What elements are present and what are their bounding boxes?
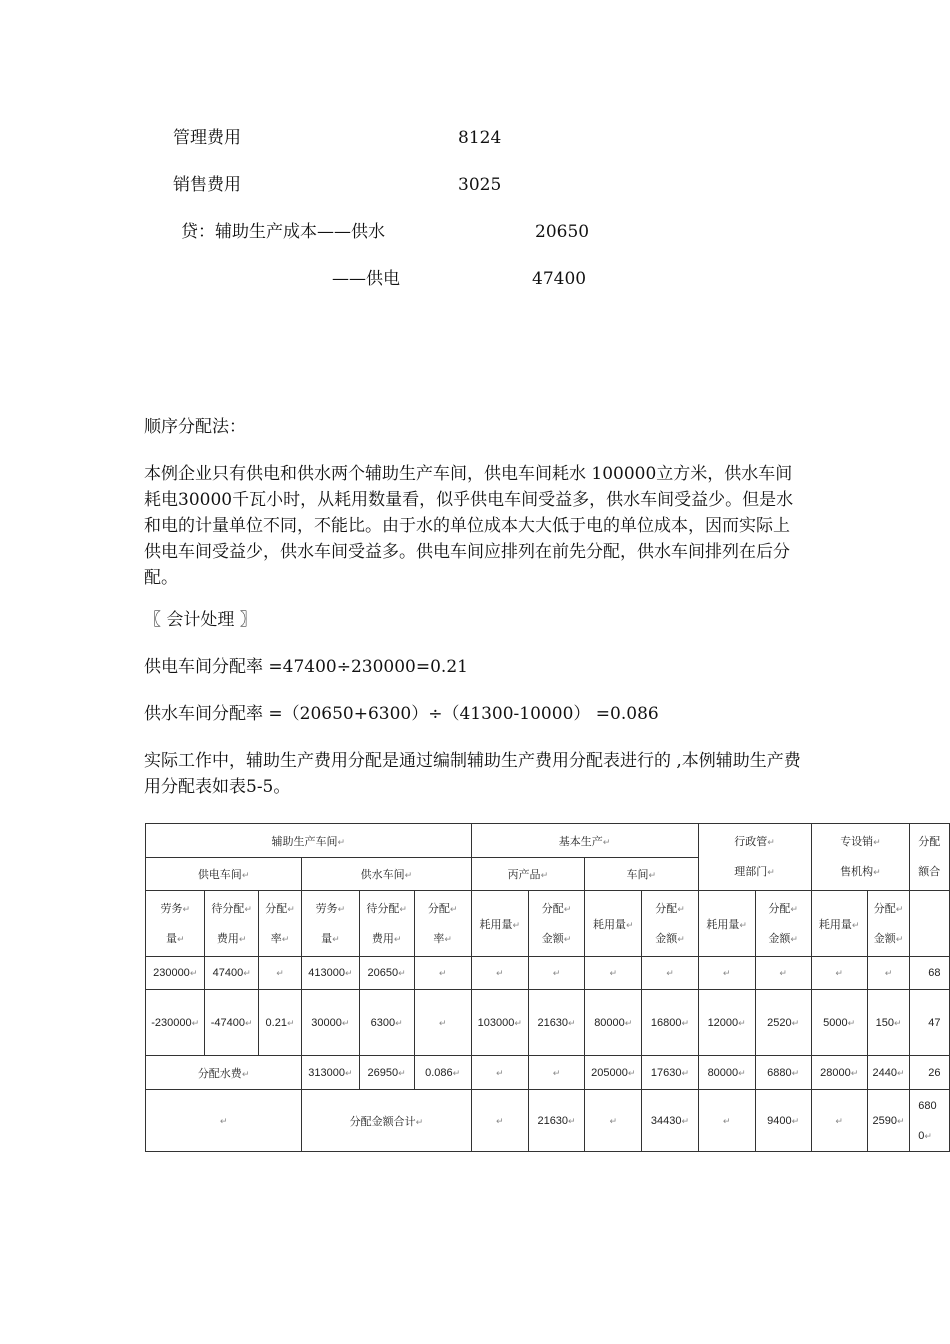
table-row [146,957,950,990]
table-cell: ↵ [258,957,301,990]
header-product-c: 丙产品↵ [471,858,584,891]
table-cell: ↵ [414,990,471,1056]
table-cell: 21630↵ [528,990,584,1056]
col-rate: 分配↵ 率↵ [414,891,471,957]
table-cell: 9400↵ [755,1090,811,1152]
header-total: 分配 额合 [910,824,950,891]
body-paragraph: 本例企业只有供电和供水两个辅助生产车间，供电车间耗水 100000立方米，供水车间耗电30000千瓦小时，从耗用数量看，似乎供电车间受益多，供水车间受益少。但是水和电的计量单位不同，不能比。由于水的单位成本大大低于电的单位成本，因而实际上供电车间受益少，供水车间受益多。供电车间应排列在前先分配，供水车间排列在后分配。 [144,464,794,588]
table-cell: 20650↵ [359,957,414,990]
journal-account: 销售费用 [173,175,241,195]
col-alloc-amount: 分配↵ 金额↵ [642,891,698,957]
journal-account: 贷：辅助生产成本——供水 [181,222,385,242]
table-header-row [146,824,950,858]
table-cell: 12000↵ [698,990,755,1056]
table-cell: ↵ [146,1090,302,1152]
journal-amount: 3025 [458,175,502,195]
table-cell: 68 [910,957,950,990]
col-usage: 耗用量↵ [811,891,867,957]
journal-amount: 8124 [458,128,502,148]
table-cell: ↵ [471,1056,528,1090]
header-sales-dept: 专设销↵ 售机构↵ [811,824,910,891]
table-cell: ↵ [414,957,471,990]
col-alloc-amount: 分配↵ 金额↵ [528,891,584,957]
header-aux-workshops: 辅助生产车间↵ [146,824,472,858]
table-cell: 47 [910,990,950,1056]
table-cell: 6880↵ [755,1056,811,1090]
row-label-total-amount: 分配金额合计↵ [302,1090,471,1152]
table-cell: 680 0↵ [910,1090,950,1152]
table-cell: -230000↵ [146,990,205,1056]
table-cell: 17630↵ [642,1056,698,1090]
table-cell: 28000↵ [811,1056,867,1090]
table-cell: 80000↵ [698,1056,755,1090]
table-row [146,990,950,1056]
table-cell: 0.21↵ [258,990,301,1056]
col-pending-cost: 待分配↵ 费用↵ [205,891,258,957]
table-cell: 103000↵ [471,990,528,1056]
row-label-water-fee: 分配水费↵ [146,1056,302,1090]
table-cell: 313000↵ [302,1056,359,1090]
processing-heading: 〖 会计处理 〗 [144,610,257,630]
header-admin-dept: 行政管↵ 理部门↵ [698,824,811,891]
col-alloc-amount: 分配↵ 金额↵ [755,891,811,957]
table-cell: 230000↵ [146,957,205,990]
table-cell: 80000↵ [585,990,642,1056]
table-cell: ↵ [471,1090,528,1152]
table-cell: ↵ [755,957,811,990]
table-cell: ↵ [528,1056,584,1090]
header-power-workshop: 供电车间↵ [146,858,302,891]
table-cell: ↵ [585,957,642,990]
table-column-header-row [146,891,950,957]
col-total [910,891,950,957]
table-cell: ↵ [811,1090,867,1152]
table-cell: 26 [910,1056,950,1090]
col-alloc-amount: 分配↵ 金额↵ [867,891,910,957]
table-cell: 30000↵ [302,990,359,1056]
table-cell: 150↵ [867,990,910,1056]
table-cell: 2520↵ [755,990,811,1056]
table-cell: 0.086↵ [414,1056,471,1090]
table-cell: 413000↵ [302,957,359,990]
table-cell: 2440↵ [867,1056,910,1090]
rate-formula-water: 供水车间分配率 =（20650+6300）÷（41300-10000） =0.086 [144,704,659,724]
journal-amount: 47400 [532,269,587,289]
table-row [146,1056,950,1090]
table-cell: 34430↵ [642,1090,698,1152]
section-title: 顺序分配法： [144,417,246,437]
col-usage: 耗用量↵ [698,891,755,957]
journal-account: 管理费用 [173,128,241,148]
table-cell: 205000↵ [585,1056,642,1090]
table-cell: ↵ [698,1090,755,1152]
table-cell: -47400↵ [205,990,258,1056]
table-cell: 5000↵ [811,990,867,1056]
table-cell: ↵ [471,957,528,990]
table-cell: 16800↵ [642,990,698,1056]
rate-formula-power: 供电车间分配率 =47400÷230000=0.21 [144,657,468,677]
table-cell: ↵ [698,957,755,990]
header-basic-production: 基本生产↵ [471,824,698,858]
table-cell: 26950↵ [359,1056,414,1090]
table-intro: 实际工作中，辅助生产费用分配是通过编制辅助生产费用分配表进行的 ,本例辅助生产费用分配表如表5-5。 [144,751,801,797]
col-labor-qty: 劳务↵ 量↵ [146,891,205,957]
table-cell: ↵ [642,957,698,990]
col-labor-qty: 劳务↵ 量↵ [302,891,359,957]
table-cell: 21630↵ [528,1090,584,1152]
journal-account: ——供电 [332,269,400,289]
table-cell: 2590↵ [867,1090,910,1152]
table-cell: ↵ [867,957,910,990]
header-workshop: 车间↵ [585,858,698,891]
journal-amount: 20650 [535,222,590,242]
col-pending-cost: 待分配↵ 费用↵ [359,891,414,957]
col-usage: 耗用量↵ [471,891,528,957]
table-cell: ↵ [528,957,584,990]
table-cell: 47400↵ [205,957,258,990]
col-rate: 分配↵ 率↵ [258,891,301,957]
table-row [146,1090,950,1152]
header-water-workshop: 供水车间↵ [302,858,471,891]
allocation-table [145,823,950,1152]
table-cell: ↵ [811,957,867,990]
col-usage: 耗用量↵ [585,891,642,957]
table-cell: 6300↵ [359,990,414,1056]
table-cell: ↵ [585,1090,642,1152]
